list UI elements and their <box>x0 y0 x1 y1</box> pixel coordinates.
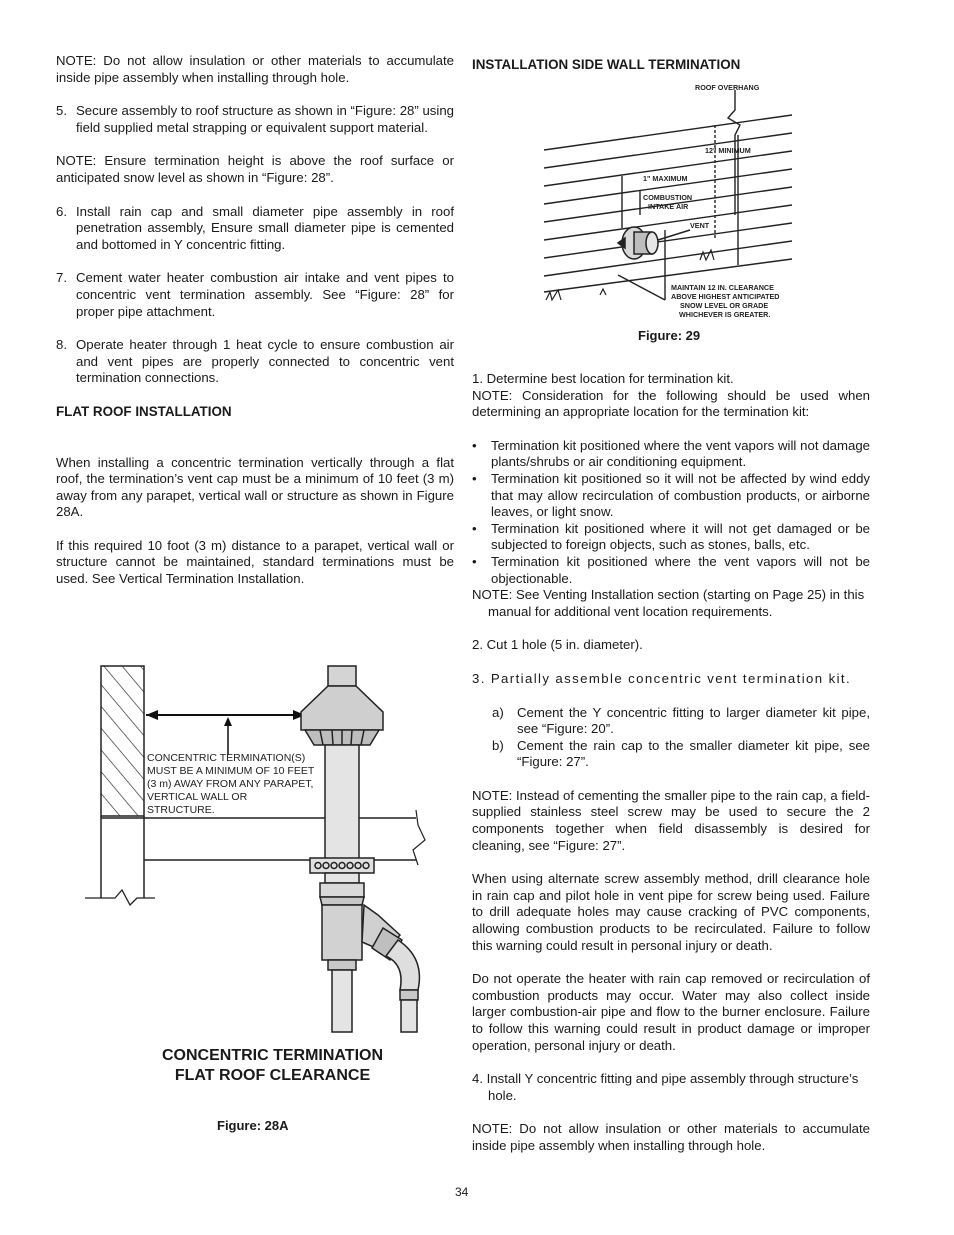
bullet: • <box>472 437 477 453</box>
step-4: 4. Install Y concentric fitting and pipe assembly through structure’s hole. <box>472 1071 859 1103</box>
step-3b <box>472 738 870 771</box>
step-text: Cement water heater combustion air intake and vent pipes to concentric vent termination assembly. See “Figure: 28” for proper pipe attachment. <box>76 270 454 319</box>
sub-label: b) <box>492 737 504 753</box>
step-number: 6. <box>56 203 67 219</box>
step-text: Operate heater through 1 heat cycle to ensure combustion air and vent pipes are properly connected to concentric vent termination connections. <box>76 337 454 386</box>
label-1-maximum: 1" MAXIMUM <box>643 174 688 183</box>
label-line: VERTICAL WALL OR <box>147 791 248 803</box>
list-item-text: Termination kit positioned where the vent vapors will not damage plants/shrubs or air conditioning equipment. <box>491 437 870 470</box>
figure-29-diagram <box>540 80 800 325</box>
paragraph-alternate-screw: When using alternate screw assembly method, drill clearance hole in rain cap and pilot hole in vent pipe for screw being used. Failure to drill adequate holes may cause cracking of PVC components, allowing combustion products to be recirculated. Failure to follow this warning could result in personal injury or death. <box>472 871 870 953</box>
figure-28a-diagram <box>80 660 430 1040</box>
step-6 <box>56 204 454 254</box>
label-12-minimum: 12" MINIMUM <box>705 146 751 155</box>
step-8 <box>56 337 454 387</box>
list-item-text: Termination kit positioned where the vent vapors will not be objectionable. <box>491 553 870 586</box>
step-1: 1. Determine best location for termination kit. <box>472 371 734 386</box>
label-line: STRUCTURE. <box>147 804 215 816</box>
side-wall-termination <box>618 227 690 259</box>
paragraph-rain-cap-warning: Do not operate the heater with rain cap removed or recirculation of combustion products may occur. Water may also collect inside larger combustion-air pipe and flow to the burner enclosure. Failure to follow this warning could result in product damage or improper operation, personal injury or death. <box>472 971 870 1053</box>
sub-label: a) <box>492 704 504 720</box>
label-combustion: COMBUSTION <box>643 193 693 202</box>
bullet: • <box>472 553 477 569</box>
maintain-line: ABOVE HIGHEST ANTICIPATED <box>671 292 780 301</box>
bullet: • <box>472 520 477 536</box>
list-item <box>472 521 870 554</box>
figure-29-caption: Figure: 29 <box>638 328 701 343</box>
step-7 <box>56 270 454 320</box>
flat-roof-heading: FLAT ROOF INSTALLATION <box>56 403 232 419</box>
note-insulation-right: NOTE: Do not allow insulation or other materials to accumulate inside pipe assembly when installing through hole. <box>472 1121 870 1153</box>
note-venting: NOTE: See Venting Installation section (starting on Page 25) in this manual for additional vent location requirements. <box>472 587 865 619</box>
right-column <box>472 371 870 1155</box>
step-3a <box>472 705 870 738</box>
label-intake-air: INTAKE AIR <box>648 202 689 211</box>
parapet-wall <box>101 666 144 816</box>
step-3: 3. Partially assemble concentric vent termination kit. <box>472 670 852 686</box>
step-2: 2. Cut 1 hole (5 in. diameter). <box>472 637 643 653</box>
flat-roof-paragraph-1: When installing a concentric termination vertically through a flat roof, the termination’s vent cap must be a minimum of 10 feet (3 m) away from any parapet, vertical wall or structure as shown in Figure 28A. <box>56 454 454 520</box>
list-item <box>472 438 870 471</box>
figure-28a-label <box>147 752 317 816</box>
step-5 <box>56 103 454 136</box>
label-line: MUST BE A MINIMUM OF 10 FEET <box>147 765 315 777</box>
step-text: Install rain cap and small diameter pipe assembly in roof penetration assembly, Ensure small diameter pipe is cemented and bottomed in Y concentric fitting. <box>76 203 454 252</box>
maintain-line: WHICHEVER IS GREATER. <box>679 310 771 319</box>
label-roof-overhang: ROOF OVERHANG <box>695 83 760 92</box>
list-item <box>472 554 870 587</box>
concentric-termination <box>301 666 419 1032</box>
label-line: (3 m) AWAY FROM ANY PARAPET, <box>147 778 314 790</box>
sub-text: Cement the rain cap to the smaller diameter kit pipe, see “Figure: 27”. <box>517 737 870 770</box>
bullet: • <box>472 470 477 486</box>
left-column <box>56 53 454 588</box>
maintain-line: SNOW LEVEL OR GRADE <box>680 301 769 310</box>
list-item-text: Termination kit positioned where it will not get damaged or be subjected to foreign objects, such as stones, balls, etc. <box>491 520 870 553</box>
flat-roof-paragraph-2: If this required 10 foot (3 m) distance to a parapet, vertical wall or structure cannot be maintained, standard terminations must be used. See Vertical Termination Installation. <box>56 537 454 587</box>
note-termination-height: NOTE: Ensure termination height is above the roof surface or anticipated snow level as shown in “Figure: 28”. <box>56 153 454 185</box>
figure-28a-caption: Figure: 28A <box>217 1118 289 1133</box>
step-number: 8. <box>56 337 67 353</box>
figure-28a-title-line-2: FLAT ROOF CLEARANCE <box>174 1067 371 1084</box>
sub-text: Cement the Y concentric fitting to larger diameter kit pipe, see “Figure: 20”. <box>517 704 870 737</box>
list-item <box>472 471 870 521</box>
step-number: 7. <box>56 270 67 286</box>
label-vent: VENT <box>690 221 710 230</box>
list-item-text: Termination kit positioned so it will not be affected by wind eddy that may allow recirculation of combustion products, or airborne leaves, or light snow. <box>491 470 870 520</box>
step-number: 5. <box>56 103 67 119</box>
note-consideration: NOTE: Consideration for the following should be used when determining an appropriate location for the termination kit: <box>472 387 870 420</box>
figure-28a-title <box>150 1046 395 1086</box>
consideration-list <box>472 438 870 587</box>
page-number: 34 <box>455 1185 469 1199</box>
side-wall-heading: INSTALLATION SIDE WALL TERMINATION <box>472 57 741 72</box>
maintain-line: MAINTAIN 12 IN. CLEARANCE <box>671 283 774 292</box>
figure-28a-title-line-1: CONCENTRIC TERMINATION <box>161 1047 384 1064</box>
label-line: CONCENTRIC TERMINATION(S) <box>147 752 306 764</box>
note-insulation: NOTE: Do not allow insulation or other materials to accumulate inside pipe assembly when installing through hole. <box>56 53 454 85</box>
note-screw: NOTE: Instead of cementing the smaller pipe to the rain cap, a field-supplied stainless steel screw may be used to secure the 2 components together when field disassembly is desired for cleaning, see “Figure: 27”. <box>472 787 870 853</box>
step-text: Secure assembly to roof structure as shown in “Figure: 28” using field supplied metal strapping or equivalent support material. <box>76 103 454 135</box>
